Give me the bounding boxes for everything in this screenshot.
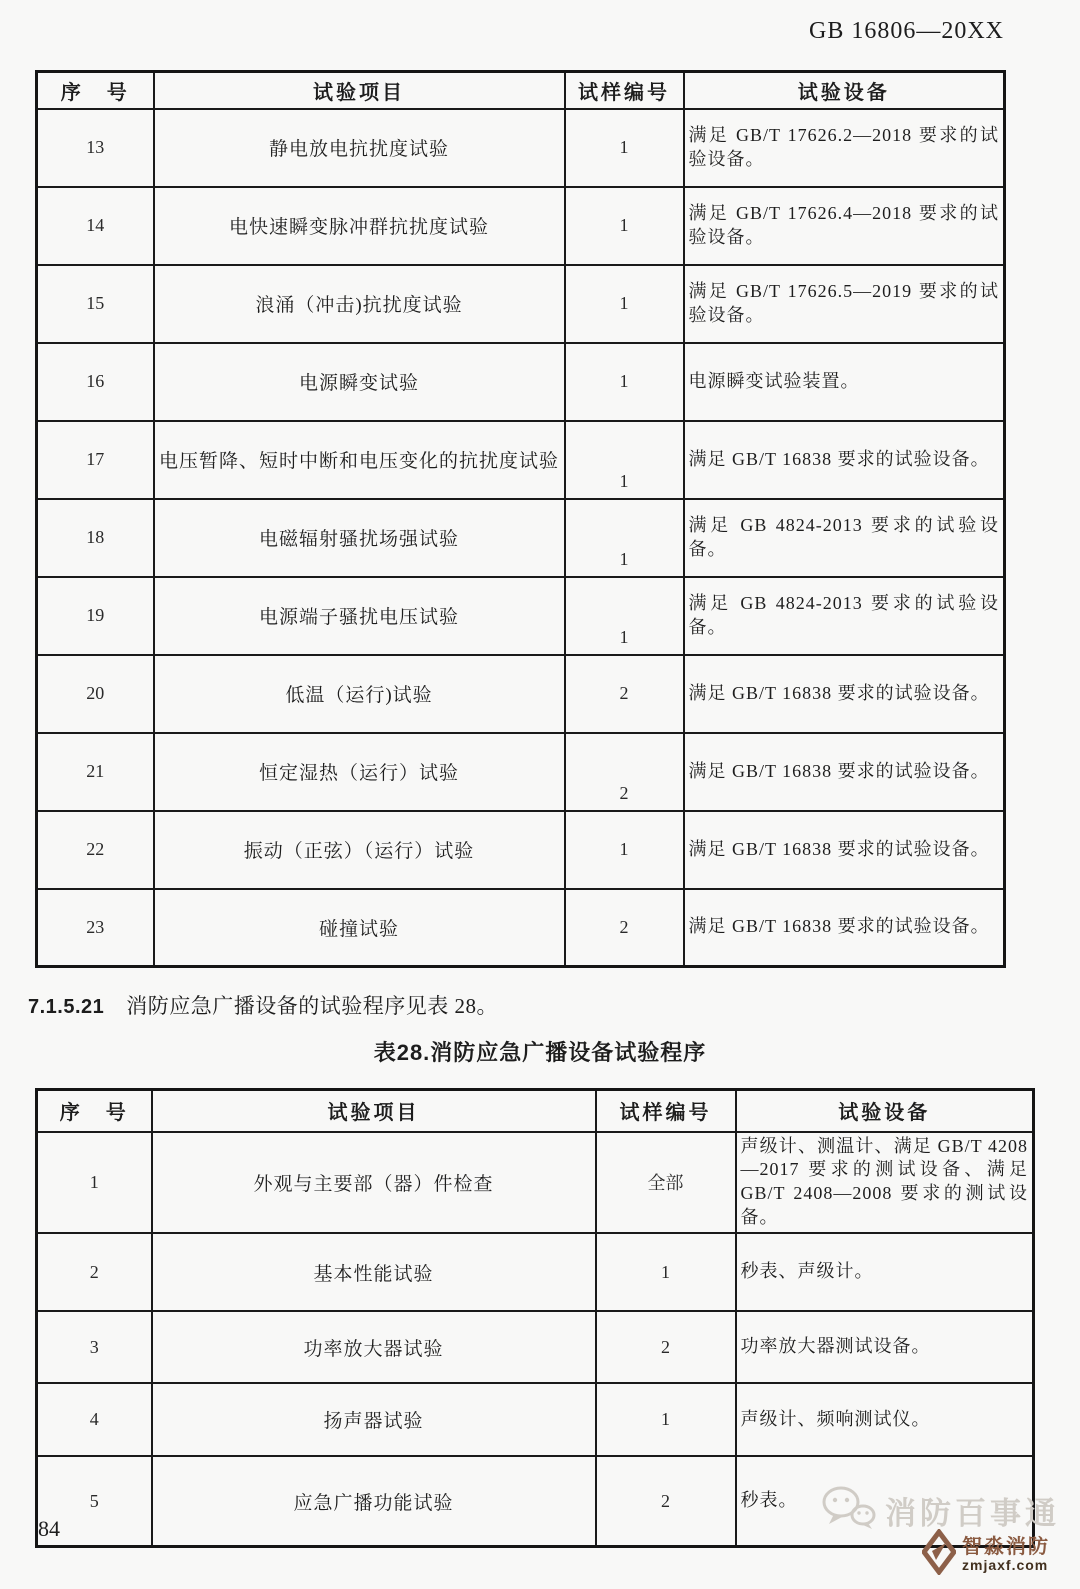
cell-test-equipment: 声级计、频响测试仪。 bbox=[736, 1383, 1034, 1456]
cell-serial-number: 3 bbox=[37, 1311, 152, 1383]
table-header-row bbox=[37, 72, 1005, 109]
table-row bbox=[37, 109, 1005, 187]
clause-paragraph bbox=[28, 990, 498, 1020]
cell-serial-number: 13 bbox=[37, 109, 154, 187]
cell-sample-number: 2 bbox=[596, 1456, 736, 1546]
cell-serial-number: 15 bbox=[37, 265, 154, 343]
cell-sample-number: 1 bbox=[565, 499, 684, 577]
page-number: 84 bbox=[38, 1516, 60, 1541]
cell-serial-number: 5 bbox=[37, 1456, 152, 1546]
cell-test-item: 扬声器试验 bbox=[152, 1383, 596, 1456]
cell-test-equipment: 电源瞬变试验装置。 bbox=[684, 343, 1005, 421]
cell-serial-number: 14 bbox=[37, 187, 154, 265]
header-serial-number: 序 号 bbox=[37, 72, 154, 109]
brand-site: zmjaxf.com bbox=[962, 1556, 1049, 1573]
table-row bbox=[37, 343, 1005, 421]
cell-test-equipment: 功率放大器测试设备。 bbox=[736, 1311, 1034, 1383]
cell-serial-number: 1 bbox=[37, 1132, 152, 1234]
brand-name: 智淼消防 bbox=[962, 1535, 1050, 1558]
cell-sample-number: 2 bbox=[596, 1311, 736, 1383]
cell-test-equipment: 满足 GB/T 16838 要求的试验设备。 bbox=[684, 811, 1005, 889]
cell-test-item: 电源端子骚扰电压试验 bbox=[154, 577, 565, 655]
header-test-item: 试验项目 bbox=[154, 72, 565, 109]
table-row bbox=[37, 577, 1005, 655]
zmjaxf-logo-icon bbox=[922, 1529, 956, 1580]
cell-test-equipment: 满足 GB/T 17626.2—2018 要求的试验设备。 bbox=[684, 109, 1005, 187]
cell-serial-number: 20 bbox=[37, 655, 154, 733]
cell-sample-number: 1 bbox=[565, 187, 684, 265]
cell-test-equipment: 声级计、测温计、满足 GB/T 4208—2017 要求的测试设备、满足 GB/T 2408—2008 要求的测试设备。 bbox=[736, 1132, 1034, 1234]
cell-test-item: 电压暂降、短时中断和电压变化的抗扰度试验 bbox=[154, 421, 565, 499]
cell-test-item: 基本性能试验 bbox=[152, 1233, 596, 1311]
cell-sample-number: 1 bbox=[565, 109, 684, 187]
cell-test-item: 功率放大器试验 bbox=[152, 1311, 596, 1383]
cell-test-equipment: 满足 GB 4824-2013 要求的试验设备。 bbox=[684, 577, 1005, 655]
table-row bbox=[37, 1311, 1034, 1383]
cell-test-item: 碰撞试验 bbox=[154, 889, 565, 967]
cell-serial-number: 19 bbox=[37, 577, 154, 655]
cell-test-equipment: 满足 GB/T 17626.4—2018 要求的试验设备。 bbox=[684, 187, 1005, 265]
cell-test-item: 电快速瞬变脉冲群抗扰度试验 bbox=[154, 187, 565, 265]
table-row bbox=[37, 187, 1005, 265]
header-serial-number: 序 号 bbox=[37, 1090, 152, 1132]
table-row bbox=[37, 1132, 1034, 1234]
cell-serial-number: 2 bbox=[37, 1233, 152, 1311]
cell-sample-number: 1 bbox=[565, 265, 684, 343]
table-header-row bbox=[37, 1090, 1034, 1132]
cell-sample-number: 1 bbox=[565, 343, 684, 421]
cell-test-equipment: 满足 GB/T 16838 要求的试验设备。 bbox=[684, 655, 1005, 733]
table-row bbox=[37, 499, 1005, 577]
cell-test-item: 振动（正弦）（运行）试验 bbox=[154, 811, 565, 889]
test-procedure-table-27 bbox=[35, 70, 1006, 968]
cell-serial-number: 16 bbox=[37, 343, 154, 421]
standard-code: GB 16806—20XX bbox=[808, 18, 1004, 44]
chat-bubbles-icon bbox=[821, 1484, 877, 1537]
header-test-item: 试验项目 bbox=[152, 1090, 596, 1132]
cell-sample-number: 2 bbox=[565, 889, 684, 967]
cell-serial-number: 18 bbox=[37, 499, 154, 577]
cell-sample-number: 2 bbox=[565, 733, 684, 811]
cell-test-equipment: 秒表、声级计。 bbox=[736, 1233, 1034, 1311]
brand-text bbox=[962, 1537, 1050, 1573]
cell-serial-number: 17 bbox=[37, 421, 154, 499]
table1-body bbox=[37, 109, 1005, 967]
table-row bbox=[37, 655, 1005, 733]
cell-sample-number: 2 bbox=[565, 655, 684, 733]
cell-test-equipment: 满足 GB/T 17626.5—2019 要求的试验设备。 bbox=[684, 265, 1005, 343]
brand-logo-block bbox=[922, 1529, 1050, 1580]
cell-test-item: 应急广播功能试验 bbox=[152, 1456, 596, 1546]
header-sample-number: 试样编号 bbox=[565, 72, 684, 109]
cell-sample-number: 1 bbox=[596, 1383, 736, 1456]
cell-sample-number: 全部 bbox=[596, 1132, 736, 1234]
cell-test-equipment: 满足 GB/T 16838 要求的试验设备。 bbox=[684, 733, 1005, 811]
header-test-equipment: 试验设备 bbox=[736, 1090, 1034, 1132]
table-row bbox=[37, 889, 1005, 967]
cell-test-equipment: 秒表。 bbox=[736, 1456, 1034, 1546]
cell-test-item: 外观与主要部（器）件检查 bbox=[152, 1132, 596, 1234]
header-sample-number: 试样编号 bbox=[596, 1090, 736, 1132]
cell-serial-number: 22 bbox=[37, 811, 154, 889]
cell-test-item: 电磁辐射骚扰场强试验 bbox=[154, 499, 565, 577]
cell-test-equipment: 满足 GB/T 16838 要求的试验设备。 bbox=[684, 421, 1005, 499]
cell-test-equipment: 满足 GB/T 16838 要求的试验设备。 bbox=[684, 889, 1005, 967]
cell-sample-number: 1 bbox=[565, 577, 684, 655]
cell-test-item: 静电放电抗扰度试验 bbox=[154, 109, 565, 187]
cell-test-item: 恒定湿热（运行）试验 bbox=[154, 733, 565, 811]
table-row bbox=[37, 1383, 1034, 1456]
cell-sample-number: 1 bbox=[565, 421, 684, 499]
cell-test-item: 低温（运行)试验 bbox=[154, 655, 565, 733]
table-row bbox=[37, 1233, 1034, 1311]
cell-serial-number: 21 bbox=[37, 733, 154, 811]
cell-serial-number: 4 bbox=[37, 1383, 152, 1456]
clause-number: 7.1.5.21 bbox=[28, 996, 105, 1018]
table-row bbox=[37, 733, 1005, 811]
cell-test-item: 浪涌（冲击)抗扰度试验 bbox=[154, 265, 565, 343]
header-test-equipment: 试验设备 bbox=[684, 72, 1005, 109]
cell-sample-number: 1 bbox=[565, 811, 684, 889]
cell-sample-number: 1 bbox=[596, 1233, 736, 1311]
table-row bbox=[37, 811, 1005, 889]
table-row bbox=[37, 265, 1005, 343]
clause-text: 消防应急广播设备的试验程序见表 28。 bbox=[126, 994, 499, 1018]
table-row bbox=[37, 421, 1005, 499]
watermark-text: 消防百事通 bbox=[885, 1496, 1060, 1531]
table28-title: 表28.消防应急广播设备试验程序 bbox=[373, 1040, 707, 1065]
cell-test-equipment: 满足 GB 4824-2013 要求的试验设备。 bbox=[684, 499, 1005, 577]
cell-test-item: 电源瞬变试验 bbox=[154, 343, 565, 421]
cell-serial-number: 23 bbox=[37, 889, 154, 967]
test-procedure-table-28 bbox=[35, 1088, 1035, 1548]
